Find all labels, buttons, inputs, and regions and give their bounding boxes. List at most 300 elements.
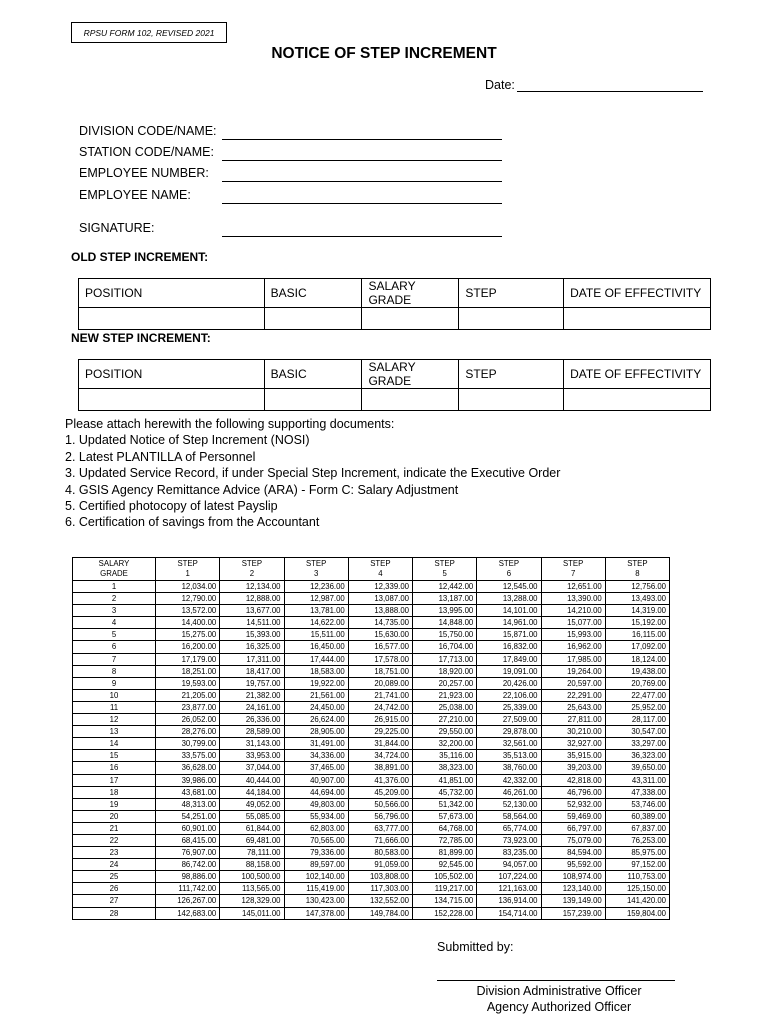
salary-grade-row [73,617,670,629]
salary-grade-row [73,677,670,689]
step-salary-cell: 68,415.00 [156,834,220,846]
step-salary-cell: 29,225.00 [348,726,412,738]
step-6-header [477,558,541,581]
step-salary-cell: 15,192.00 [605,617,669,629]
step-salary-cell: 20,426.00 [477,677,541,689]
step-salary-cell: 76,253.00 [605,834,669,846]
step-2-header [220,558,284,581]
salary-grade-cell: 18 [73,786,156,798]
step-salary-cell: 17,179.00 [156,653,220,665]
step-salary-cell: 123,140.00 [541,883,605,895]
step-salary-cell: 41,851.00 [413,774,477,786]
step-salary-cell: 12,134.00 [220,581,284,593]
step-salary-cell: 83,235.00 [477,847,541,859]
salary-grade-row [73,605,670,617]
step-salary-cell: 13,781.00 [284,605,348,617]
step-salary-cell: 98,886.00 [156,871,220,883]
step-salary-cell: 115,419.00 [284,883,348,895]
salary-grade-cell: 24 [73,859,156,871]
step-salary-cell: 19,264.00 [541,665,605,677]
step-salary-cell: 58,564.00 [477,810,541,822]
step-salary-cell: 12,442.00 [413,581,477,593]
salary-grade-row [73,847,670,859]
step-salary-cell: 14,210.00 [541,605,605,617]
step-salary-cell: 110,753.00 [605,871,669,883]
step-salary-cell: 147,378.00 [284,907,348,919]
step-salary-cell: 18,583.00 [284,665,348,677]
step-salary-cell: 12,034.00 [156,581,220,593]
step-salary-cell: 27,811.00 [541,714,605,726]
step-salary-cell: 18,124.00 [605,653,669,665]
step-salary-cell: 95,592.00 [541,859,605,871]
salary-grade-cell: 22 [73,834,156,846]
step-salary-cell: 13,677.00 [220,605,284,617]
step-salary-cell: 21,561.00 [284,689,348,701]
step-salary-cell: 48,313.00 [156,798,220,810]
submitted-by-label: Submitted by: [437,940,514,954]
salary-grade-cell: 6 [73,641,156,653]
step-salary-cell: 149,784.00 [348,907,412,919]
salary-grade-header-line: SALARY [98,559,130,568]
step-salary-cell: 26,336.00 [220,714,284,726]
step-salary-cell: 53,746.00 [605,798,669,810]
step-salary-cell: 20,597.00 [541,677,605,689]
step-salary-cell: 73,923.00 [477,834,541,846]
salary-grade-row [73,726,670,738]
step-salary-cell: 45,209.00 [348,786,412,798]
step-salary-cell: 39,203.00 [541,762,605,774]
salary-grade-row [73,798,670,810]
salary-grade-cell: 26 [73,883,156,895]
step-salary-cell: 38,323.00 [413,762,477,774]
step-salary-cell: 40,907.00 [284,774,348,786]
new-basic-header: BASIC [264,360,362,389]
step-salary-cell: 22,291.00 [541,689,605,701]
step-salary-cell: 13,493.00 [605,593,669,605]
step-salary-cell: 22,106.00 [477,689,541,701]
step-header-number: 3 [313,569,319,578]
step-salary-cell: 132,552.00 [348,895,412,907]
salary-grade-cell: 21 [73,822,156,834]
step-salary-cell: 36,323.00 [605,750,669,762]
step-salary-cell: 128,329.00 [220,895,284,907]
step-salary-cell: 141,420.00 [605,895,669,907]
step-salary-cell: 14,961.00 [477,617,541,629]
new-salary-grade-header: SALARY GRADE [362,360,459,389]
step-salary-cell: 17,311.00 [220,653,284,665]
salary-grade-cell: 16 [73,762,156,774]
salary-grade-cell: 14 [73,738,156,750]
division-field[interactable] [222,139,502,140]
step-salary-cell: 69,481.00 [220,834,284,846]
step-salary-cell: 21,382.00 [220,689,284,701]
old-step-cell[interactable] [459,308,564,330]
step-salary-cell: 76,907.00 [156,847,220,859]
step-salary-cell: 139,149.00 [541,895,605,907]
step-header-word: STEP [498,559,520,568]
step-salary-cell: 107,224.00 [477,871,541,883]
step-salary-cell: 12,790.00 [156,593,220,605]
step-salary-cell: 31,491.00 [284,738,348,750]
step-salary-cell: 17,444.00 [284,653,348,665]
salary-schedule-table [72,557,670,920]
step-salary-cell: 29,878.00 [477,726,541,738]
step-salary-cell: 17,713.00 [413,653,477,665]
salary-grade-row [73,738,670,750]
signature-label: SIGNATURE: [79,221,155,235]
step-salary-cell: 54,251.00 [156,810,220,822]
step-salary-cell: 15,993.00 [541,629,605,641]
salary-grade-cell: 8 [73,665,156,677]
signature-field[interactable] [222,236,502,237]
step-salary-cell: 15,750.00 [413,629,477,641]
division-label: DIVISION CODE/NAME: [79,124,217,138]
step-salary-cell: 30,547.00 [605,726,669,738]
step-salary-cell: 28,589.00 [220,726,284,738]
document-item: 5. Certified photocopy of latest Payslip [65,499,278,514]
step-salary-cell: 21,741.00 [348,689,412,701]
step-salary-cell: 19,922.00 [284,677,348,689]
step-salary-cell: 15,511.00 [284,629,348,641]
employee-number-field[interactable] [222,181,502,182]
old-step-increment-table [78,278,711,330]
step-salary-cell: 25,038.00 [413,701,477,713]
new-date-of-effectivity-header: DATE OF EFFECTIVITY [564,360,711,389]
step-salary-cell: 30,210.00 [541,726,605,738]
salary-header-row [73,558,670,581]
salary-grade-row [73,665,670,677]
step-salary-cell: 119,217.00 [413,883,477,895]
step-salary-cell: 134,715.00 [413,895,477,907]
salary-grade-row [73,883,670,895]
step-salary-cell: 24,450.00 [284,701,348,713]
step-salary-cell: 17,849.00 [477,653,541,665]
step-salary-cell: 30,799.00 [156,738,220,750]
step-salary-cell: 36,628.00 [156,762,220,774]
old-date-cell[interactable] [564,308,711,330]
step-salary-cell: 14,319.00 [605,605,669,617]
step-header-word: STEP [370,559,391,568]
step-1-header [156,558,220,581]
step-salary-cell: 14,735.00 [348,617,412,629]
step-salary-cell: 125,150.00 [605,883,669,895]
salary-grade-row [73,689,670,701]
document-item: 6. Certification of savings from the Accountant [65,515,320,530]
salary-grade-row [73,750,670,762]
salary-grade-cell: 27 [73,895,156,907]
step-salary-cell: 38,891.00 [348,762,412,774]
step-salary-cell: 46,796.00 [541,786,605,798]
step-salary-cell: 21,923.00 [413,689,477,701]
new-position-cell[interactable] [79,389,265,411]
step-salary-cell: 85,975.00 [605,847,669,859]
salary-grade-cell: 23 [73,847,156,859]
step-salary-cell: 24,742.00 [348,701,412,713]
step-salary-cell: 113,565.00 [220,883,284,895]
step-salary-cell: 65,774.00 [477,822,541,834]
step-salary-cell: 13,087.00 [348,593,412,605]
step-salary-cell: 103,808.00 [348,871,412,883]
step-header-word: STEP [627,559,648,568]
salary-grade-cell: 13 [73,726,156,738]
step-salary-cell: 39,986.00 [156,774,220,786]
step-salary-cell: 72,785.00 [413,834,477,846]
form-code: RPSU FORM 102, REVISED 2021 [71,22,227,43]
step-salary-cell: 40,444.00 [220,774,284,786]
step-salary-cell: 14,622.00 [284,617,348,629]
old-position-cell[interactable] [79,308,265,330]
step-salary-cell: 15,275.00 [156,629,220,641]
step-salary-cell: 38,760.00 [477,762,541,774]
step-header-number: 8 [635,569,640,578]
salary-grade-row [73,762,670,774]
step-salary-cell: 71,666.00 [348,834,412,846]
step-salary-cell: 15,871.00 [477,629,541,641]
step-salary-cell: 12,756.00 [605,581,669,593]
step-salary-cell: 18,251.00 [156,665,220,677]
salary-grade-row [73,786,670,798]
new-date-cell[interactable] [564,389,711,411]
step-salary-cell: 25,643.00 [541,701,605,713]
salary-grade-row [73,871,670,883]
step-salary-cell: 80,583.00 [348,847,412,859]
old-step-header: STEP [459,279,564,308]
step-header-number: 7 [570,569,576,578]
step-salary-cell: 14,101.00 [477,605,541,617]
step-salary-cell: 31,844.00 [348,738,412,750]
step-salary-cell: 108,974.00 [541,871,605,883]
old-basic-header: BASIC [264,279,362,308]
salary-grade-cell: 20 [73,810,156,822]
step-salary-cell: 27,509.00 [477,714,541,726]
officer-title-2: Agency Authorized Officer [486,1000,632,1014]
step-salary-cell: 44,184.00 [220,786,284,798]
step-salary-cell: 130,423.00 [284,895,348,907]
step-salary-cell: 100,500.00 [220,871,284,883]
step-salary-cell: 16,115.00 [605,629,669,641]
salary-grade-cell: 12 [73,714,156,726]
step-salary-cell: 16,704.00 [413,641,477,653]
step-salary-cell: 159,804.00 [605,907,669,919]
step-salary-cell: 88,158.00 [220,859,284,871]
new-position-header: POSITION [79,360,265,389]
step-salary-cell: 17,985.00 [541,653,605,665]
step-salary-cell: 27,210.00 [413,714,477,726]
step-salary-cell: 17,092.00 [605,641,669,653]
salary-grade-cell: 28 [73,907,156,919]
step-salary-cell: 24,161.00 [220,701,284,713]
salary-grade-header-line: GRADE [100,569,128,578]
step-salary-cell: 16,832.00 [477,641,541,653]
step-salary-cell: 28,276.00 [156,726,220,738]
step-salary-cell: 145,011.00 [220,907,284,919]
salary-grade-cell: 25 [73,871,156,883]
salary-grade-cell: 3 [73,605,156,617]
step-salary-cell: 33,953.00 [220,750,284,762]
step-salary-cell: 57,673.00 [413,810,477,822]
step-salary-cell: 142,683.00 [156,907,220,919]
old-basic-cell[interactable] [264,308,362,330]
step-salary-cell: 14,848.00 [413,617,477,629]
step-salary-cell: 42,332.00 [477,774,541,786]
step-8-header [605,558,669,581]
step-salary-cell: 66,797.00 [541,822,605,834]
step-salary-cell: 49,803.00 [284,798,348,810]
step-salary-cell: 102,140.00 [284,871,348,883]
salary-grade-row [73,629,670,641]
step-salary-cell: 44,694.00 [284,786,348,798]
employee-name-field[interactable] [222,203,502,204]
step-salary-cell: 12,888.00 [220,593,284,605]
step-salary-cell: 25,952.00 [605,701,669,713]
step-salary-cell: 26,052.00 [156,714,220,726]
step-header-word: STEP [241,559,263,568]
new-step-increment-table [78,359,711,411]
step-salary-cell: 47,338.00 [605,786,669,798]
step-salary-cell: 51,342.00 [413,798,477,810]
step-salary-cell: 34,724.00 [348,750,412,762]
step-salary-cell: 126,267.00 [156,895,220,907]
salary-grade-row [73,593,670,605]
employee-number-label: EMPLOYEE NUMBER: [79,166,209,180]
step-salary-cell: 13,572.00 [156,605,220,617]
step-salary-cell: 60,901.00 [156,822,220,834]
new-basic-cell[interactable] [264,389,362,411]
salary-grade-row [73,701,670,713]
step-5-header [413,558,477,581]
step-7-header [541,558,605,581]
step-salary-cell: 18,417.00 [220,665,284,677]
step-salary-cell: 92,545.00 [413,859,477,871]
employee-name-label: EMPLOYEE NAME: [79,188,191,202]
document-item: 3. Updated Service Record, if under Special Step Increment, indicate the Executive Order [65,466,561,481]
salary-grade-cell: 9 [73,677,156,689]
step-salary-cell: 136,914.00 [477,895,541,907]
step-salary-cell: 97,152.00 [605,859,669,871]
step-salary-cell: 17,578.00 [348,653,412,665]
step-salary-cell: 16,577.00 [348,641,412,653]
step-salary-cell: 157,239.00 [541,907,605,919]
step-salary-cell: 43,681.00 [156,786,220,798]
step-salary-cell: 19,091.00 [477,665,541,677]
salary-grade-row [73,714,670,726]
salary-grade-cell: 15 [73,750,156,762]
step-salary-cell: 13,888.00 [348,605,412,617]
step-salary-cell: 86,742.00 [156,859,220,871]
step-salary-cell: 13,187.00 [413,593,477,605]
step-4-header [348,558,412,581]
old-salary-grade-cell[interactable] [362,308,459,330]
step-salary-cell: 64,768.00 [413,822,477,834]
salary-grade-cell: 10 [73,689,156,701]
new-salary-grade-cell[interactable] [362,389,459,411]
salary-grade-cell: 5 [73,629,156,641]
salary-grade-cell: 2 [73,593,156,605]
step-header-number: 4 [378,569,383,578]
step-salary-cell: 16,962.00 [541,641,605,653]
station-field[interactable] [222,160,502,161]
step-salary-cell: 12,987.00 [284,593,348,605]
step-salary-cell: 16,450.00 [284,641,348,653]
step-salary-cell: 22,477.00 [605,689,669,701]
step-header-word: STEP [305,559,327,568]
step-header-word: STEP [562,559,584,568]
salary-grade-row [73,834,670,846]
step-salary-cell: 35,116.00 [413,750,477,762]
step-salary-cell: 84,594.00 [541,847,605,859]
date-field[interactable] [517,91,703,92]
salary-grade-row [73,859,670,871]
salary-grade-row [73,653,670,665]
step-salary-cell: 41,376.00 [348,774,412,786]
step-salary-cell: 19,593.00 [156,677,220,689]
step-salary-cell: 45,732.00 [413,786,477,798]
old-date-of-effectivity-header: DATE OF EFFECTIVITY [564,279,711,308]
step-salary-cell: 49,052.00 [220,798,284,810]
step-salary-cell: 15,630.00 [348,629,412,641]
salary-grade-row [73,641,670,653]
step-salary-cell: 14,400.00 [156,617,220,629]
step-header-word: STEP [177,559,198,568]
step-salary-cell: 111,742.00 [156,883,220,895]
step-salary-cell: 31,143.00 [220,738,284,750]
step-salary-cell: 37,465.00 [284,762,348,774]
salary-grade-cell: 11 [73,701,156,713]
step-salary-cell: 15,393.00 [220,629,284,641]
new-step-header: STEP [459,360,564,389]
salary-grade-cell: 19 [73,798,156,810]
step-3-header [284,558,348,581]
step-salary-cell: 12,651.00 [541,581,605,593]
step-salary-cell: 55,085.00 [220,810,284,822]
submitter-signature-field[interactable] [437,980,675,981]
salary-grade-row [73,581,670,593]
step-salary-cell: 34,336.00 [284,750,348,762]
step-salary-cell: 60,389.00 [605,810,669,822]
step-header-number: 1 [185,569,190,578]
step-salary-cell: 35,513.00 [477,750,541,762]
salary-grade-row [73,774,670,786]
old-step-increment-title: OLD STEP INCREMENT: [71,250,209,264]
step-header-number: 5 [442,569,447,578]
supporting-documents [65,416,560,531]
step-salary-cell: 20,257.00 [413,677,477,689]
new-step-cell[interactable] [459,389,564,411]
step-salary-cell: 67,837.00 [605,822,669,834]
step-salary-cell: 56,796.00 [348,810,412,822]
step-salary-cell: 61,844.00 [220,822,284,834]
step-salary-cell: 28,905.00 [284,726,348,738]
step-salary-cell: 75,079.00 [541,834,605,846]
step-salary-cell: 42,818.00 [541,774,605,786]
old-position-header: POSITION [79,279,265,308]
salary-grade-cell: 1 [73,581,156,593]
step-salary-cell: 152,228.00 [413,907,477,919]
old-salary-grade-header: SALARY GRADE [362,279,459,308]
step-salary-cell: 62,803.00 [284,822,348,834]
step-salary-cell: 20,769.00 [605,677,669,689]
new-step-increment-title: NEW STEP INCREMENT: [71,331,211,345]
step-salary-cell: 43,311.00 [605,774,669,786]
step-salary-cell: 46,261.00 [477,786,541,798]
step-salary-cell: 91,059.00 [348,859,412,871]
step-salary-cell: 29,550.00 [413,726,477,738]
step-salary-cell: 28,117.00 [605,714,669,726]
step-salary-cell: 121,163.00 [477,883,541,895]
step-salary-cell: 13,995.00 [413,605,477,617]
step-salary-cell: 18,920.00 [413,665,477,677]
step-salary-cell: 81,899.00 [413,847,477,859]
